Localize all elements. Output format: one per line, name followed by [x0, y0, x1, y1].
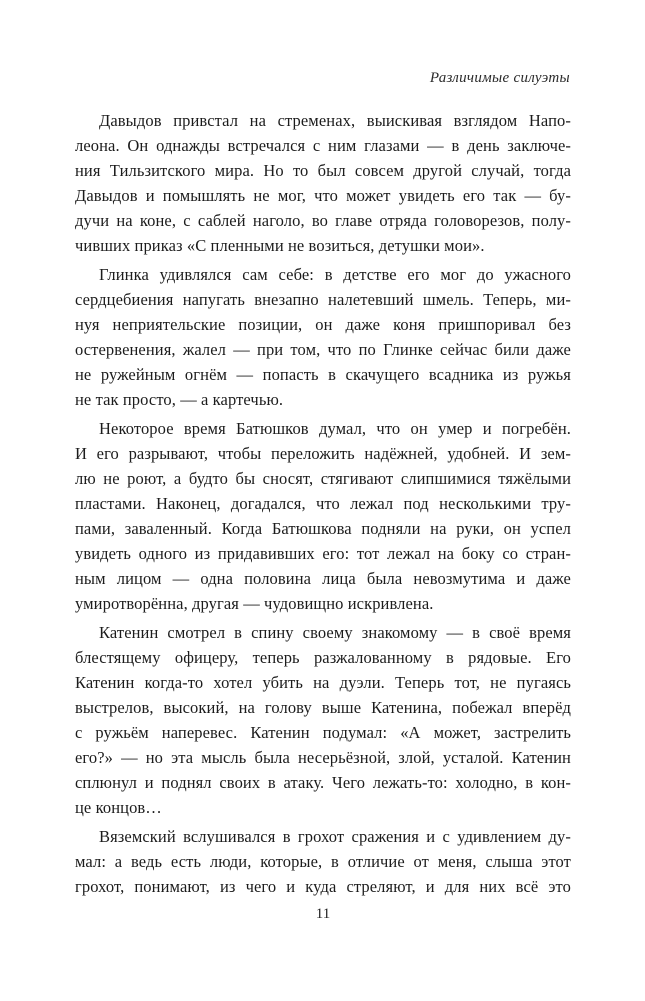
paragraph	[75, 416, 571, 616]
text-line: Катенин когда-то хотел убить на дуэли. Теперь тот, не пугаясь	[75, 673, 571, 692]
text-line: И его разрывают, чтобы переложить надёжней, удобней. И зем-	[75, 444, 571, 463]
paragraph	[75, 108, 571, 258]
text-line: дучи на коне, с саблей наголо, во главе отряда головорезов, полу-	[75, 211, 571, 230]
text-line: чивших приказ «С пленными не возиться, детушки мои».	[75, 236, 485, 255]
text-line: Глинка удивлялся сам себе: в детстве его мог до ужасного	[99, 265, 571, 284]
text-line: не ружейным огнём — попасть в скачущего всадника из ружья	[75, 365, 571, 384]
text-line: Давыдов и помышлять не мог, что может увидеть его так — бу-	[75, 186, 571, 205]
paragraph	[75, 620, 571, 820]
text-line: лю не роют, а будто бы сносят, стягивают слипшимися тяжёлыми	[75, 469, 571, 488]
text-line: сердцебиения напугать внезапно налетевший шмель. Теперь, ми-	[75, 290, 571, 309]
text-line: леона. Он однажды встречался с ним глазами — в день заключе-	[75, 136, 571, 155]
text-line: Некоторое время Батюшков думал, что он умер и погребён.	[99, 419, 571, 438]
text-line: це концов…	[75, 798, 162, 817]
text-line: Катенин смотрел в спину своему знакомому — в своё время	[99, 623, 571, 642]
text-line: грохот, понимают, из чего и куда стреляют, и для них всё это	[75, 877, 571, 896]
text-line: с ружьём наперевес. Катенин подумал: «А может, застрелить	[75, 723, 571, 742]
text-line: сплюнул и поднял своих в атаку. Чего лежать-то: холодно, в кон-	[75, 773, 571, 792]
text-line: остервенения, жалел — при том, что по Глинке сейчас били даже	[75, 340, 571, 359]
text-line: его?» — но эта мысль была несерьёзной, злой, усталой. Катенин	[75, 748, 571, 767]
paragraph	[75, 824, 571, 899]
running-header: Различимые силуэты	[429, 70, 570, 86]
text-line: умиротворённа, другая — чудовищно искривлена.	[75, 594, 434, 613]
text-line: блестящему офицеру, теперь разжалованному в рядовые. Его	[75, 648, 571, 667]
page-body	[75, 108, 571, 903]
text-line: пластами. Наконец, догадался, что лежал под несколькими тру-	[75, 494, 571, 513]
text-line: ным лицом — одна половина лица была невозмутима и даже	[75, 569, 571, 588]
text-line: Давыдов привстал на стременах, выискивая взглядом Напо-	[99, 111, 571, 130]
text-line: выстрелов, высокий, на голову выше Катенина, побежал вперёд	[75, 698, 571, 717]
paragraph	[75, 262, 571, 412]
text-line: ния Тильзитского мира. Но то был совсем другой случай, тогда	[75, 161, 571, 180]
text-line: нуя неприятельские позиции, он даже коня пришпоривал без	[75, 315, 571, 334]
text-line: увидеть одного из придавивших его: тот лежал на боку со стран-	[75, 544, 571, 563]
text-line: Вяземский вслушивался в грохот сражения и с удивлением ду-	[99, 827, 571, 846]
text-line: мал: а ведь есть люди, которые, в отличие от меня, слыша этот	[75, 852, 571, 871]
page-number: 11	[315, 906, 331, 922]
text-line: не так просто, — а картечью.	[75, 390, 284, 409]
text-line: пами, заваленный. Когда Батюшкова подняли на руки, он успел	[75, 519, 571, 538]
